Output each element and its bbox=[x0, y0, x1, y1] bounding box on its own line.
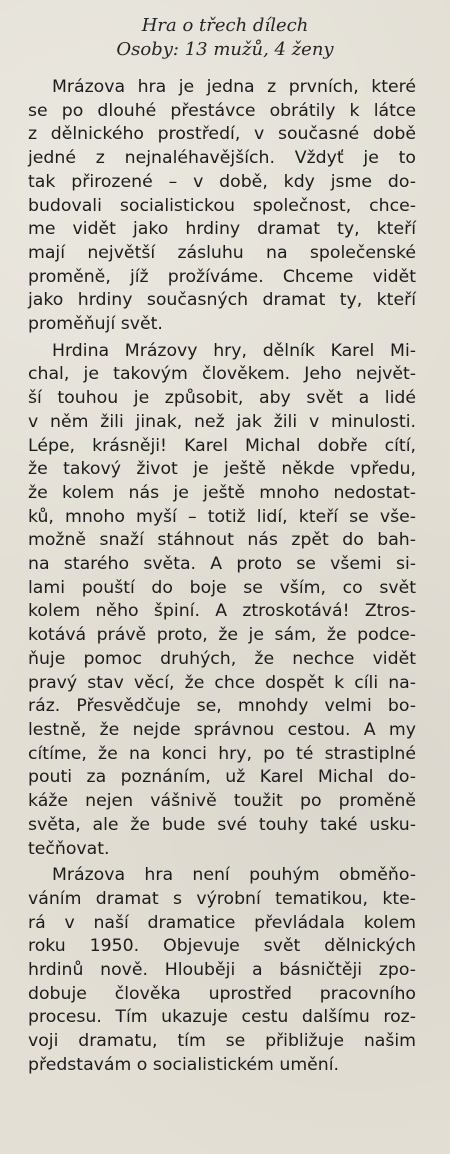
paragraph bbox=[28, 340, 416, 861]
paragraph-line: ňuje pomoc druhých, že nechce vidět bbox=[28, 648, 416, 669]
paragraph-line: váním dramat s výrobní tematikou, kte- bbox=[28, 888, 416, 909]
paragraph-line: že kolem nás je ještě mnoho nedostat- bbox=[28, 482, 416, 503]
paragraph-line: voji dramatu, tím se přibližuje našim bbox=[28, 1031, 416, 1052]
article-body bbox=[28, 76, 416, 1078]
paragraph-line: ší touhou je způsobit, aby svět a lidé bbox=[28, 388, 416, 409]
paragraph-line: ráz. Přesvědčuje se, mnohdy velmi bo- bbox=[28, 696, 416, 717]
paragraph-line: tečňovat. bbox=[28, 838, 110, 859]
paragraph-line: hrdinů nově. Hlouběji a básničtěji zpo- bbox=[28, 960, 416, 981]
paragraph bbox=[28, 864, 416, 1077]
paragraph-line: me vidět jako hrdiny dramat ty, kteří bbox=[28, 219, 416, 240]
paragraph-line: roku 1950. Objevuje svět dělnických bbox=[28, 936, 416, 957]
paragraph-line: káže nejen vášnivě toužit po proměně bbox=[28, 791, 416, 812]
paragraph-line: Lépe, krásněji! Karel Michal dobře cítí, bbox=[28, 435, 416, 456]
paragraph-line: Mrázova hra je jedna z prvních, které bbox=[52, 77, 416, 97]
paragraph-line: tak přirozené – v době, kdy jsme do- bbox=[28, 171, 416, 192]
paragraph-line: v něm žili jinak, než jak žili v minulosti. bbox=[28, 411, 416, 432]
play-header bbox=[34, 14, 416, 62]
paragraph-line: lestně, že nejde správnou cestou. A my bbox=[28, 719, 416, 740]
paragraph-line: Hrdina Mrázovy hry, dělník Karel Mi- bbox=[52, 340, 416, 361]
paragraph-line: kotává právě proto, že je sám, že podce- bbox=[28, 625, 416, 646]
paragraph-line: rá v naší dramatice převládala kolem bbox=[28, 912, 416, 933]
paragraph-line: proměňují svět. bbox=[28, 314, 163, 335]
paragraph-line: z dělnického prostředí, v současné době bbox=[28, 124, 416, 145]
paragraph-line: budovali socialistickou společnost, chce- bbox=[28, 195, 416, 216]
paragraph-line: možně snaží stáhnout nás zpět do bah- bbox=[28, 530, 416, 551]
paragraph-line: kolem něho špiní. A ztroskotává! Ztros- bbox=[28, 601, 416, 622]
paragraph-line: že takový život je ještě někde vpředu, bbox=[28, 459, 416, 480]
paragraph-line: procesu. Tím ukazuje cestu dalšímu roz- bbox=[28, 1007, 416, 1028]
paragraph-line: na starého světa. A proto se všemi si- bbox=[28, 554, 416, 575]
paragraph-line: dobuje člověka uprostřed pracovního bbox=[28, 983, 416, 1004]
paragraph-line: pravý stav věcí, že chce dospět k cíli na- bbox=[28, 672, 416, 693]
paragraph-line: jako hrdiny současných dramat ty, kteří bbox=[28, 290, 416, 311]
paragraph bbox=[28, 76, 416, 337]
paragraph-line: chal, je takovým člověkem. Jeho největ- bbox=[28, 364, 416, 385]
paragraph-line: lami pouští do boje se vším, co svět bbox=[28, 577, 416, 598]
paragraph-line: představám o socialistickém umění. bbox=[28, 1054, 340, 1075]
paragraph-line: ků, mnoho myší – totiž lidí, kteří se vše- bbox=[28, 506, 416, 527]
paragraph-line: světa, ale že bude své touhy také usku- bbox=[28, 814, 416, 835]
cast-count: Osoby: 13 mužů, 4 ženy bbox=[116, 39, 334, 60]
paragraph-line: cítíme, že na konci hry, po té strastiplné bbox=[28, 743, 416, 764]
play-subtitle: Hra o třech dílech bbox=[141, 15, 309, 36]
paragraph-line: Mrázova hra není pouhým obměňo- bbox=[52, 865, 416, 886]
paragraph-line: jedné z nejnaléhavějších. Vždyť je to bbox=[28, 148, 416, 169]
paragraph-line: se po dlouhé přestávce obrátily k látce bbox=[28, 100, 416, 121]
paragraph-line: pouti za poznáním, už Karel Michal do- bbox=[28, 767, 416, 788]
paragraph-line: mají největší zásluhu na společenské bbox=[28, 242, 416, 263]
paragraph-line: proměně, jíž prožíváme. Chceme vidět bbox=[28, 266, 416, 287]
